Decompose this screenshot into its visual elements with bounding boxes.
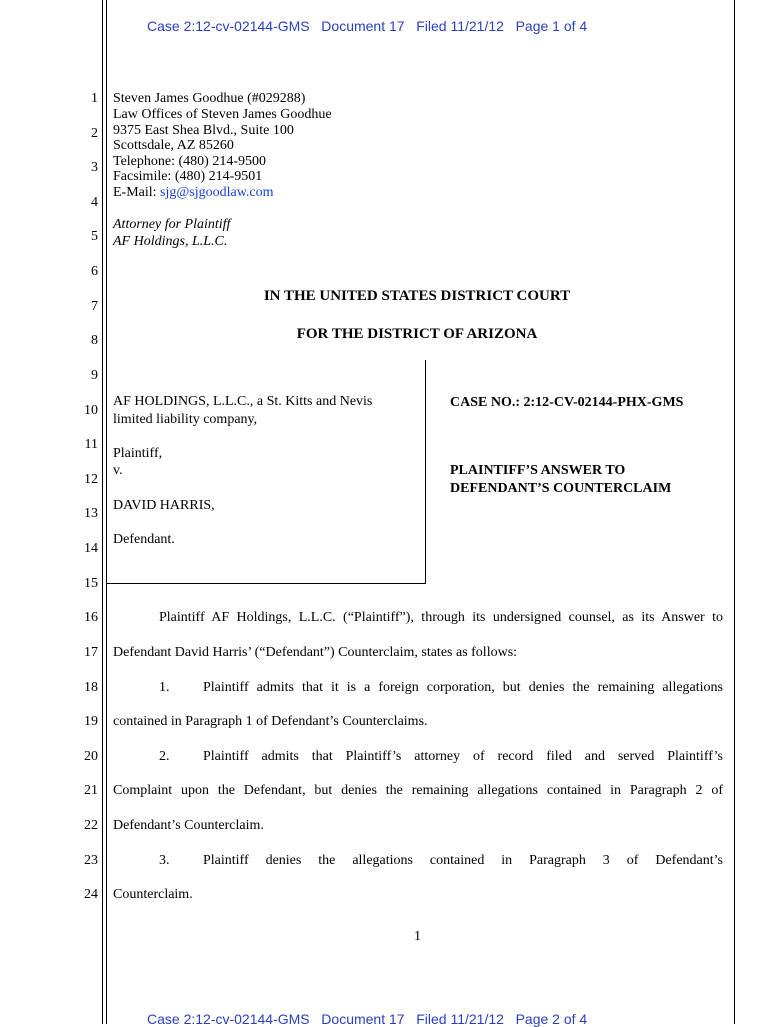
line-number: 2: [91, 126, 98, 141]
body-line-16: Plaintiff AF Holdings, L.L.C. (“Plaintiff”), through its undersigned counsel, as its Answer to: [159, 610, 723, 625]
line-number: 6: [91, 264, 98, 279]
right-margin-rule: [734, 0, 735, 1024]
line-number: 15: [84, 576, 98, 591]
body-line-21: Complaint upon the Defendant, but denies the remaining allegations contained in Paragraph 2 of: [113, 783, 723, 798]
line-number: 14: [84, 541, 98, 556]
document-title-line1: PLAINTIFF’S ANSWER TO: [450, 463, 626, 478]
caption-versus: v.: [113, 463, 123, 478]
line-number: 12: [84, 472, 98, 487]
line-number: 4: [91, 195, 98, 210]
court-district: FOR THE DISTRICT OF ARIZONA: [296, 326, 538, 342]
attorney-firm: Law Offices of Steven James Goodhue: [113, 107, 332, 122]
line-number: 16: [84, 610, 98, 625]
line-number: 21: [84, 783, 98, 798]
ecf-header: Case 2:12-cv-02144-GMS Document 17 Filed 11/21/12 Page 1 of 4: [147, 18, 588, 34]
attorney-telephone: Telephone: (480) 214-9500: [113, 154, 266, 169]
body-line-24: Counterclaim.: [113, 887, 193, 902]
attorney-address-line2: Scottsdale, AZ 85260: [113, 138, 234, 153]
line-number: 24: [84, 887, 98, 902]
left-margin-rule-outer: [102, 0, 103, 1024]
line-number: 1: [91, 91, 98, 106]
attorney-email-line: [113, 185, 274, 201]
attorney-facsimile: Facsimile: (480) 214-9501: [113, 169, 263, 184]
court-title: IN THE UNITED STATES DISTRICT COURT: [263, 288, 571, 304]
case-number: CASE NO.: 2:12-CV-02144-PHX-GMS: [450, 395, 684, 410]
attorney-name: Steven James Goodhue (#029288): [113, 91, 306, 106]
email-link[interactable]: sjg@sjgoodlaw.com: [160, 185, 274, 200]
paragraph-1-number: 1.: [159, 680, 170, 695]
caption-plaintiff-role: Plaintiff,: [113, 446, 163, 461]
line-number: 11: [84, 437, 98, 452]
paragraph-3-number: 3.: [159, 853, 170, 868]
line-number: 19: [84, 714, 98, 729]
body-line-17: Defendant David Harris’ (“Defendant”) Counterclaim, states as follows:: [113, 645, 518, 660]
body-line-20: Plaintiff admits that Plaintiff’s attorney of record filed and served Plaintiff’s: [203, 749, 723, 764]
line-number: 23: [84, 853, 98, 868]
caption-defendant: DAVID HARRIS,: [113, 498, 215, 513]
ecf-header-next-page: Case 2:12-cv-02144-GMS Document 17 Filed 11/21/12 Page 2 of 4: [147, 1011, 588, 1027]
line-number: 10: [84, 403, 98, 418]
line-number: 3: [91, 160, 98, 175]
caption-plaintiff-line1: AF HOLDINGS, L.L.C., a St. Kitts and Nevis: [113, 394, 373, 409]
attorney-address-line1: 9375 East Shea Blvd., Suite 100: [113, 123, 294, 138]
body-line-23: Plaintiff denies the allegations contained in Paragraph 3 of Defendant’s: [203, 853, 723, 868]
body-line-22: Defendant’s Counterclaim.: [113, 818, 264, 833]
line-number: 13: [84, 506, 98, 521]
page-number: 1: [414, 929, 421, 944]
line-number: 5: [91, 229, 98, 244]
line-number: 20: [84, 749, 98, 764]
line-number: 22: [84, 818, 98, 833]
attorney-role: Attorney for Plaintiff: [113, 217, 231, 232]
line-number: 17: [84, 645, 98, 660]
caption-defendant-role: Defendant.: [113, 532, 175, 547]
paragraph-2-number: 2.: [159, 749, 170, 764]
attorney-client: AF Holdings, L.L.C.: [113, 234, 228, 249]
line-number: 18: [84, 680, 98, 695]
email-label: E-Mail:: [113, 185, 161, 200]
body-line-18: Plaintiff admits that it is a foreign corporation, but denies the remaining allegations: [203, 680, 723, 695]
caption-plaintiff-line2: limited liability company,: [113, 412, 258, 427]
line-number: 7: [91, 299, 98, 314]
line-number: 8: [91, 333, 98, 348]
body-line-19: contained in Paragraph 1 of Defendant’s Counterclaims.: [113, 714, 428, 729]
document-title-line2: DEFENDANT’S COUNTERCLAIM: [450, 481, 672, 496]
line-number: 9: [91, 368, 98, 383]
